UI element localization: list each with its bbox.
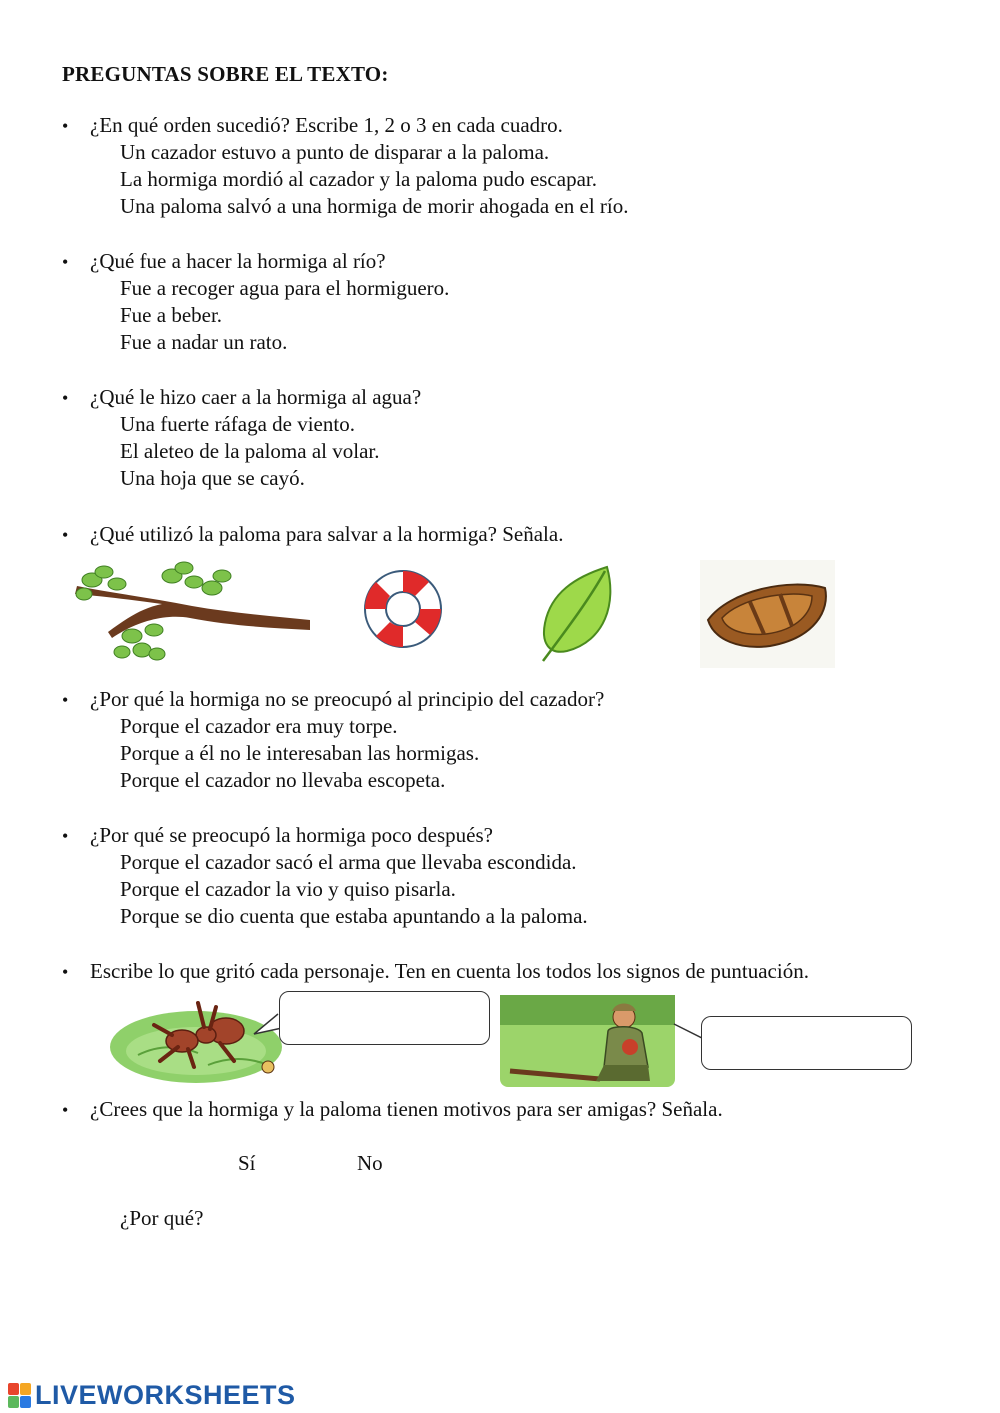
yes-option[interactable]: Sí	[238, 1151, 256, 1175]
q1-option-2[interactable]: La hormiga mordió al cazador y la paloma pudo escapar.	[120, 167, 597, 191]
question-1: ¿En qué orden sucedió? Escribe 1, 2 o 3 en cada cuadro.	[90, 113, 563, 137]
bullet: •	[62, 116, 69, 136]
boat-image[interactable]	[700, 560, 835, 668]
bullet: •	[62, 1100, 69, 1120]
bullet: •	[62, 252, 69, 272]
liveworksheets-logo	[8, 1380, 296, 1411]
question-8: ¿Crees que la hormiga y la paloma tienen motivos para ser amigas? Señala.	[90, 1097, 723, 1121]
q3-option-2[interactable]: El aleteo de la paloma al volar.	[120, 439, 380, 463]
q2-option-1[interactable]: Fue a recoger agua para el hormiguero.	[120, 276, 450, 300]
hunter-speech-bubble[interactable]	[701, 1016, 912, 1070]
bullet: •	[62, 690, 69, 710]
lifebuoy-image[interactable]	[362, 568, 444, 650]
q3-option-1[interactable]: Una fuerte ráfaga de viento.	[120, 412, 355, 436]
worksheet-title: PREGUNTAS SOBRE EL TEXTO:	[62, 62, 389, 86]
question-2: ¿Qué fue a hacer la hormiga al río?	[90, 249, 386, 273]
q6-option-3[interactable]: Porque se dio cuenta que estaba apuntando a la paloma.	[120, 904, 588, 928]
q2-option-2[interactable]: Fue a beber.	[120, 303, 223, 327]
q5-option-2[interactable]: Porque a él no le interesaban las hormigas.	[120, 741, 480, 765]
bullet: •	[62, 525, 69, 545]
q3-option-3[interactable]: Una hoja que se cayó.	[120, 466, 305, 490]
logo-text: LIVEWORKSHEETS	[35, 1380, 296, 1410]
question-5: ¿Por qué la hormiga no se preocupó al principio del cazador?	[90, 687, 605, 711]
q6-option-2[interactable]: Porque el cazador la vio y quiso pisarla.	[120, 877, 456, 901]
why-label: ¿Por qué?	[120, 1206, 204, 1230]
bullet: •	[62, 388, 69, 408]
no-option[interactable]: No	[357, 1151, 383, 1175]
q5-option-3[interactable]: Porque el cazador no llevaba escopeta.	[120, 768, 446, 792]
bullet: •	[62, 826, 69, 846]
ant-in-water-image	[108, 995, 283, 1087]
ant-speech-bubble[interactable]	[279, 991, 490, 1045]
question-6: ¿Por qué se preocupó la hormiga poco después?	[90, 823, 493, 847]
q6-option-1[interactable]: Porque el cazador sacó el arma que llevaba escondida.	[120, 850, 577, 874]
question-7: Escribe lo que gritó cada personaje. Ten en cuenta los todos los signos de puntuación.	[90, 959, 809, 983]
logo-icon	[8, 1383, 31, 1408]
branch-image[interactable]	[72, 558, 317, 668]
hunter-image	[500, 995, 675, 1087]
question-3: ¿Qué le hizo caer a la hormiga al agua?	[90, 385, 422, 409]
q5-option-1[interactable]: Porque el cazador era muy torpe.	[120, 714, 398, 738]
question-4: ¿Qué utilizó la paloma para salvar a la hormiga? Señala.	[90, 522, 564, 546]
q2-option-3[interactable]: Fue a nadar un rato.	[120, 330, 288, 354]
bullet: •	[62, 962, 69, 982]
leaf-image[interactable]	[535, 563, 615, 665]
q1-option-1[interactable]: Un cazador estuvo a punto de disparar a la paloma.	[120, 140, 550, 164]
q1-option-3[interactable]: Una paloma salvó a una hormiga de morir ahogada en el río.	[120, 194, 629, 218]
